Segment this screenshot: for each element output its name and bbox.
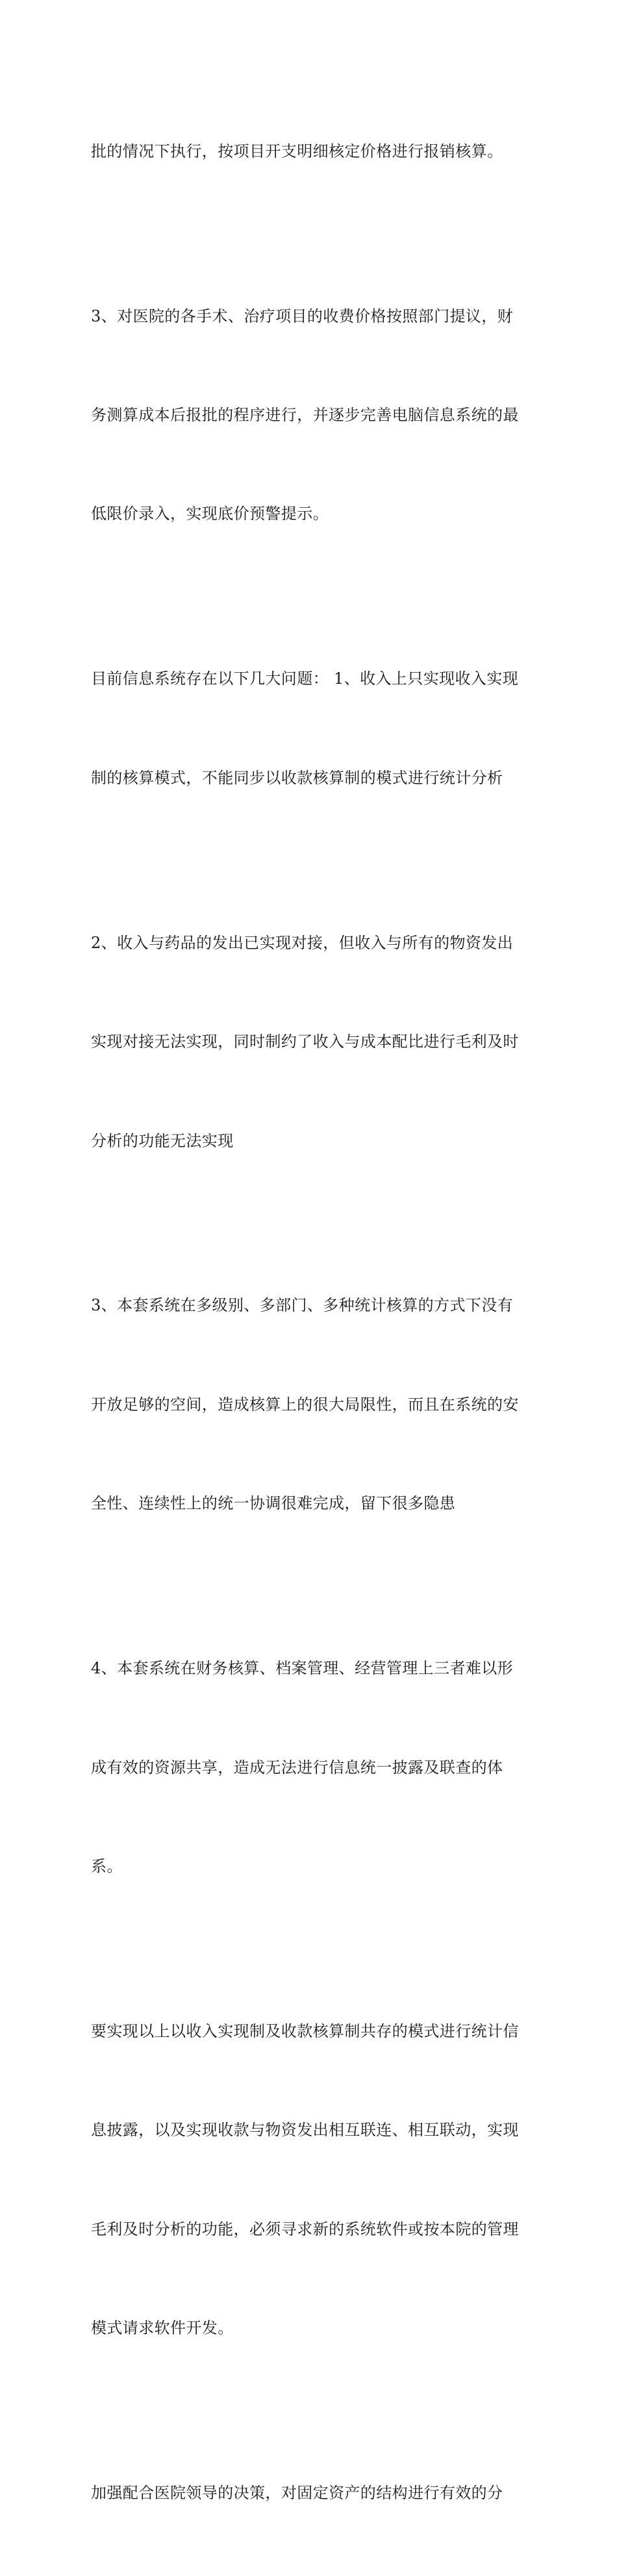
paragraph-item-3-pricing — [91, 234, 539, 597]
text-line: 制的核算模式，不能同步以收款核算制的模式进行统计分析 — [91, 768, 503, 787]
paragraph-solution — [91, 1949, 539, 2410]
paragraph-fixed-assets — [91, 2411, 539, 2576]
text-line: 模式请求软件开发。 — [91, 2319, 234, 2338]
text-line: 加强配合医院领导的决策，对固定资产的结构进行有效的分 — [91, 2484, 503, 2503]
text-line: 2、收入与药品的发出已实现对接，但收入与所有的物资发出 — [91, 933, 514, 952]
paragraph-problem-4 — [91, 1586, 539, 1949]
paragraph-problem-3 — [91, 1223, 539, 1586]
text-line: 目前信息系统存在以下几大问题： 1、收入上只实现收入实现 — [91, 669, 519, 688]
text-line: 全性、连续性上的统一协调很难完成，留下很多隐患 — [91, 1494, 456, 1513]
text-line: 3、对医院的各手术、治疗项目的收费价格按照部门提议，财 — [91, 306, 514, 325]
text-line: 开放足够的空间，造成核算上的很大局限性，而且在系统的安 — [91, 1395, 519, 1414]
text-line: 低限价录入，实现底价预警提示。 — [91, 505, 329, 523]
text-line: 息披露，以及实现收款与物资发出相互联连、相互联动，实现 — [91, 2121, 519, 2140]
document-body — [91, 69, 539, 2576]
text-line: 3、本套系统在多级别、多部门、多种统计核算的方式下没有 — [91, 1296, 514, 1315]
text-line: 4、本套系统在财务核算、档案管理、经营管理上三者难以形 — [91, 1659, 514, 1678]
text-line: 要实现以上以收入实现制及收款核算制共存的模式进行统计信 — [91, 2022, 519, 2041]
paragraph-continuation — [91, 69, 539, 234]
text-line: 成有效的资源共享，造成无法进行信息统一披露及联查的体 — [91, 1758, 503, 1777]
text-line: 分析的功能无法实现 — [91, 1131, 234, 1150]
text-line: 系。 — [91, 1857, 123, 1876]
text-line: 务测算成本后报批的程序进行，并逐步完善电脑信息系统的最 — [91, 405, 519, 424]
text-line: 批的情况下执行，按项目开支明细核定价格进行报销核算。 — [91, 142, 503, 160]
text-line: 毛利及时分析的功能，必须寻求新的系统软件或按本院的管理 — [91, 2220, 519, 2238]
paragraph-current-problems — [91, 597, 539, 860]
text-line: 实现对接无法实现，同时制约了收入与成本配比进行毛利及时 — [91, 1032, 519, 1051]
paragraph-problem-2 — [91, 860, 539, 1223]
